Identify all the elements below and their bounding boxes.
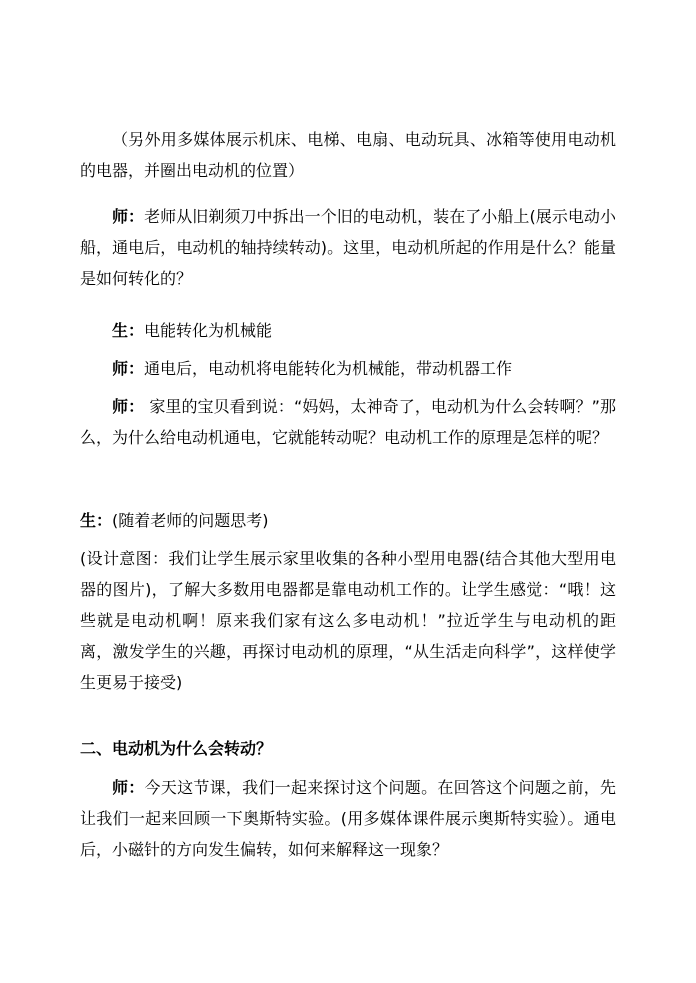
speaker-label: 师： — [112, 397, 145, 416]
paragraph-text: 电能转化为机械能 — [144, 321, 273, 340]
paragraph-multimedia-note — [80, 124, 616, 186]
heading-text: 二、电动机为什么会转动？ — [80, 739, 273, 758]
paragraph-text: (设计意图：我们让学生展示家里收集的各种小型用电器(结合其他大型用电器的图片)，了解大多数用电器都是靠电动机工作的。让学生感觉：“哦！这些就是电动机啊！原来我们家有这么多电动机！”拉近学生与电动机的距离，激发学生的兴趣，再探讨电动机的原理，“从生活走向科学”，这样使学生更易于接受) — [80, 549, 616, 692]
speaker-label: 师： — [112, 359, 145, 378]
paragraph-text: 家里的宝贝看到说：“妈妈，太神奇了，电动机为什么会转啊？”那么，为什么给电动机通电，它就能转动呢？电动机工作的原理是怎样的呢？ — [80, 397, 616, 447]
paragraph-text: 老师从旧剃须刀中拆出一个旧的电动机，装在了小船上(展示电动小船，通电后，电动机的轴持续转动)。这里，电动机所起的作用是什么？能量是如何转化的？ — [80, 207, 616, 288]
speaker-label: 师： — [112, 778, 145, 797]
paragraph-text: (随着老师的问题思考) — [112, 511, 269, 530]
paragraph-teacher-explain — [80, 353, 616, 384]
paragraph-student-answer — [80, 315, 616, 346]
paragraph-text: （另外用多媒体展示机床、电梯、电扇、电动玩具、冰箱等使用电动机的电器，并圈出电动机的位置） — [80, 130, 616, 180]
speaker-label: 生： — [80, 511, 113, 530]
paragraph-teacher-question — [80, 391, 616, 453]
paragraph-teacher-oersted — [80, 772, 616, 865]
paragraph-design-intent — [80, 543, 616, 698]
speaker-label: 生： — [112, 321, 145, 340]
section-heading — [80, 733, 616, 764]
speaker-label: 师： — [112, 207, 145, 226]
paragraph-text: 通电后，电动机将电能转化为机械能，带动机器工作 — [144, 359, 513, 378]
paragraph-text: 今天这节课，我们一起来探讨这个问题。在回答这个问题之前，先让我们一起来回顾一下奥斯特实验。(用多媒体课件展示奥斯特实验）。通电后，小磁针的方向发生偏转，如何来解释这一现象？ — [80, 778, 616, 859]
paragraph-teacher-boat — [80, 201, 616, 294]
paragraph-student-think — [80, 505, 616, 536]
